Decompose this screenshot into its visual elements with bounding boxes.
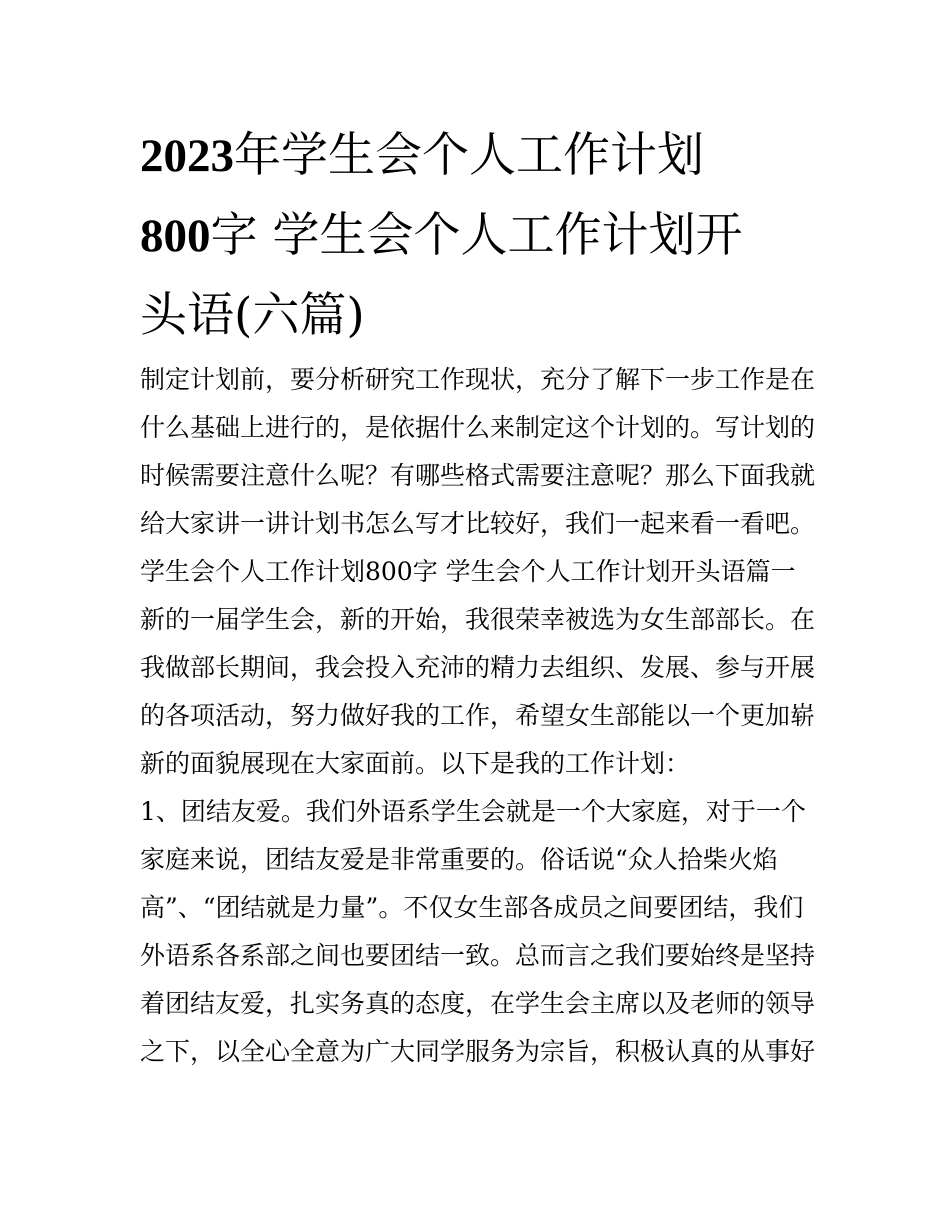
body-line: 什么基础上进行的，是依据什么来制定这个计划的。写计划的 <box>140 413 816 442</box>
body-line: 的各项活动，努力做好我的工作，希望女生部能以一个更加崭 <box>140 701 816 730</box>
list-item: 1、团结友爱。我们外语系学生会就是一个大家庭，对于一个 <box>140 797 806 826</box>
body-line: 给大家讲一讲计划书怎么写才比较好，我们一起来看一看吧。 <box>140 509 816 538</box>
section-heading: 学生会个人工作计划800字 学生会个人工作计划开头语篇一 <box>140 557 796 586</box>
document-body <box>140 356 820 1076</box>
body-line: 家庭来说，团结友爱是非常重要的。俗话说“众人拾柴火焰 <box>140 845 778 874</box>
body-line: 时候需要注意什么呢？有哪些格式需要注意呢？那么下面我就 <box>140 461 816 490</box>
title-line-3: 头语(六篇) <box>140 288 365 343</box>
title-line-1: 2023年学生会个人工作计划 <box>140 128 704 183</box>
body-line: 我做部长期间，我会投入充沛的精力去组织、发展、参与开展 <box>140 653 816 682</box>
body-line: 外语系各系部之间也要团结一致。总而言之我们要始终是坚持 <box>140 941 816 970</box>
title-line-2: 800字 学生会个人工作计划开 <box>140 208 743 263</box>
document-title <box>140 116 820 356</box>
body-line: 新的面貌展现在大家面前。以下是我的工作计划： <box>140 749 691 778</box>
body-line: 制定计划前，要分析研究工作现状，充分了解下一步工作是在 <box>140 365 816 394</box>
body-line: 高”、“团结就是力量”。不仅女生部各成员之间要团结，我们 <box>140 893 804 922</box>
body-line: 着团结友爱，扎实务真的态度，在学生会主席以及老师的领导 <box>140 989 816 1018</box>
body-line: 之下，以全心全意为广大同学服务为宗旨，积极认真的从事好 <box>140 1037 816 1066</box>
body-line: 新的一届学生会，新的开始，我很荣幸被选为女生部部长。在 <box>140 605 816 634</box>
